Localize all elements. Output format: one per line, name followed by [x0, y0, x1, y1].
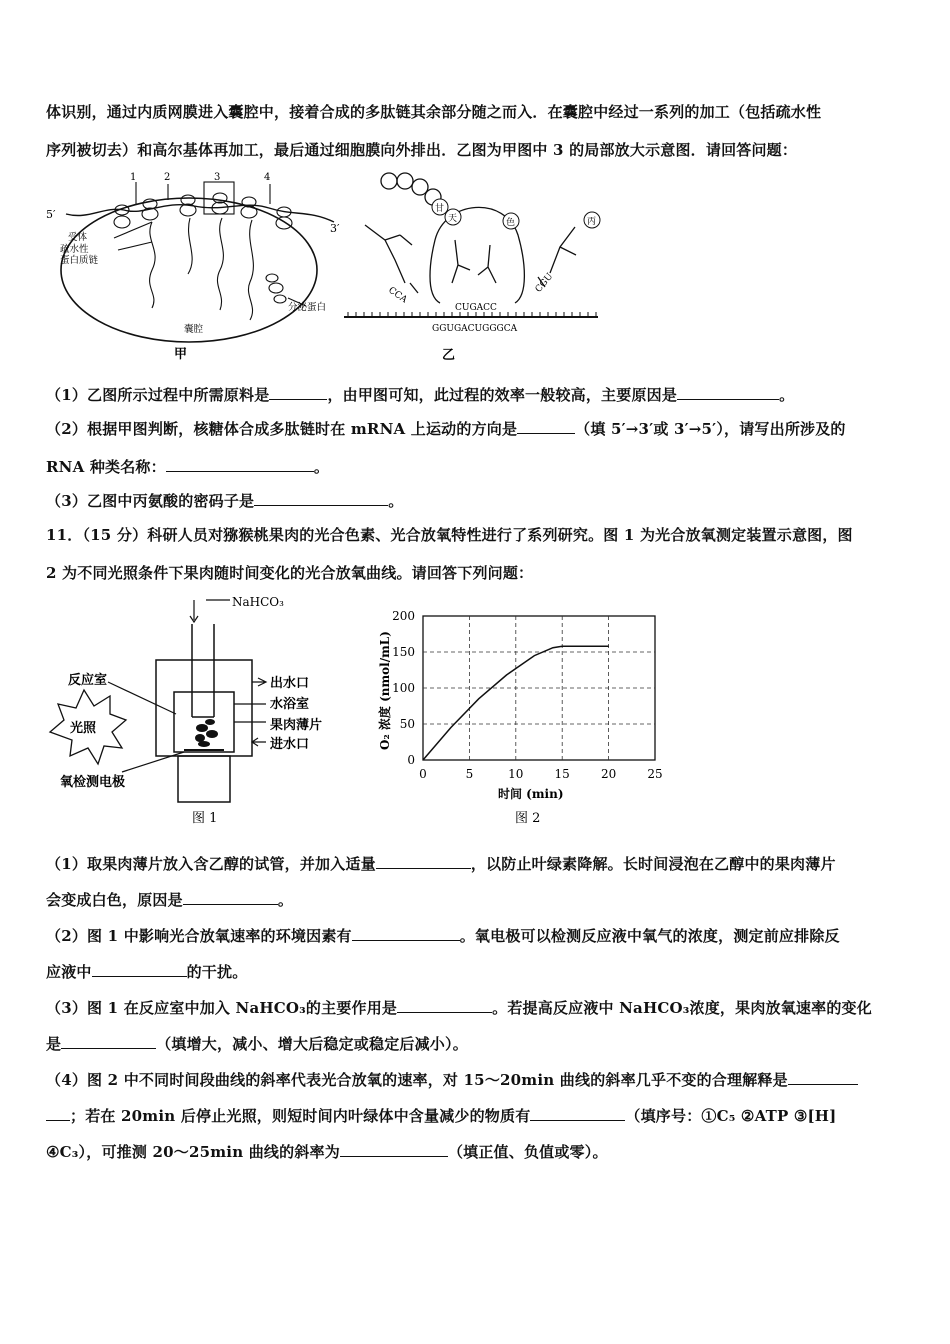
answer-blank[interactable]	[517, 420, 575, 434]
answer-blank[interactable]	[340, 1143, 448, 1157]
figure-1-caption: 图 1	[192, 811, 218, 826]
q11-part-1: （1）取果肉薄片放入含乙醇的试管，并加入适量 ，以防止叶绿素降解。长时间浸泡在乙醇中的果肉薄片	[46, 855, 836, 873]
electrode-label: 氧检测电极	[60, 775, 126, 790]
answer-blank[interactable]	[183, 891, 278, 905]
y-tick-label: 50	[399, 717, 415, 731]
q11-line-1: 11．（15 分）科研人员对猕猴桃果肉的光合色素、光合放氧特性进行了系列研究。图 1 为光合放氧测定装置示意图，图	[46, 526, 853, 544]
y-tick-label: 150	[392, 645, 415, 659]
q11-line-2: 2 为不同光照条件下果肉随时间变化的光合放氧曲线。请回答下列问题：	[46, 564, 534, 582]
three-prime-label: 3′	[330, 222, 340, 235]
figure-yi-caption: 乙	[442, 348, 456, 363]
answer-blank[interactable]	[352, 927, 460, 941]
y-tick-label: 200	[392, 609, 415, 623]
arrow-label-3: 3	[214, 172, 221, 183]
x-tick-label: 10	[508, 767, 524, 781]
q11-part-4-cont: ；若在 20min 后停止光照，则短时间内叶绿体中含量减少的物质有 （填序号：①C₅ ②ATP ③[H]	[46, 1105, 836, 1126]
intro-line-1: 体识别，通过内质网膜进入囊腔中，接着合成的多肽链其余部分随之而入．在囊腔中经过一系列的加工（包括疏水性	[46, 103, 822, 121]
amino-acid-tian: 天	[448, 214, 458, 224]
answer-blank[interactable]	[677, 386, 779, 400]
lumen-label: 囊腔	[184, 324, 204, 335]
arrow-label-2: 2	[164, 172, 171, 183]
answer-blank[interactable]	[376, 855, 471, 869]
light-label: 光照	[70, 721, 97, 736]
arrow-label-4: 4	[264, 172, 271, 183]
q11-part-2: （2）图 1 中影响光合放氧速率的环境因素有 。氧电极可以检测反应液中氧气的浓度，测定前应排除反	[46, 927, 840, 945]
figure-2-chart	[365, 600, 675, 832]
q10-part-2-cont: RNA 种类名称： 。	[46, 458, 330, 476]
figure-jia	[44, 170, 344, 365]
q11-part-4-cont2: ④C₃），可推测 20～25min 曲线的斜率为 （填正值、负值或零）。	[46, 1143, 608, 1161]
x-tick-label: 5	[465, 767, 474, 781]
answer-blank[interactable]	[92, 963, 187, 977]
amino-acid-bing: 丙	[587, 217, 597, 227]
anticodon-cgu: CGU	[533, 271, 556, 295]
water-in-label: 进水口	[270, 737, 310, 752]
figure-jia-caption: 甲	[174, 347, 188, 362]
answer-blank[interactable]	[397, 999, 492, 1013]
q10-part-2: （2）根据甲图判断，核糖体合成多肽链时在 mRNA 上运动的方向是 （填 5′→3′或 3′→5′），请写出所涉及的	[46, 420, 846, 438]
answer-blank[interactable]	[530, 1107, 625, 1121]
mrna-sequence: GGUGACUGGGCA	[432, 324, 518, 334]
water-bath-label: 水浴室	[270, 697, 310, 712]
receptor-label: 受体	[68, 232, 88, 243]
y-axis-label: O₂ 浓度 (nmol/mL)	[378, 631, 392, 750]
water-out-label: 出水口	[270, 676, 310, 691]
x-tick-label: 20	[600, 767, 617, 781]
figure-yi	[340, 165, 605, 365]
anticodon-cugacc: CUGACC	[455, 303, 497, 313]
hydrophobic-label-2: 蛋白质链	[60, 255, 99, 266]
vesicle-membrane	[61, 198, 317, 342]
q10-part-1: （1）乙图所示过程中所需原料是 ，由甲图可知，此过程的效率一般较高，主要原因是 。	[46, 386, 795, 404]
q10-part-3: （3）乙图中丙氨酸的密码子是 。	[46, 492, 404, 510]
q11-part-3-cont: 是 （填增大，减小、增大后稳定或稳定后减小）。	[46, 1035, 468, 1053]
arrow-label-1: 1	[130, 172, 137, 183]
figure-2-caption: 图 2	[515, 811, 541, 826]
intro-line-2: 序列被切去）和高尔基体再加工，最后通过细胞膜向外排出．乙图为甲图中 3 的局部放大示意图．请回答问题：	[46, 141, 798, 159]
flesh-slice-label: 果肉薄片	[270, 718, 323, 733]
hydrophobic-label-1: 疏水性	[60, 244, 89, 255]
answer-blank[interactable]	[788, 1071, 858, 1085]
q11-part-2-cont: 应液中 的干扰。	[46, 963, 248, 981]
answer-blank[interactable]	[61, 1035, 156, 1049]
five-prime-label: 5′	[46, 208, 56, 221]
q11-part-1-cont: 会变成白色，原因是 。	[46, 891, 294, 909]
answer-blank[interactable]	[269, 386, 327, 400]
reaction-room-label: 反应室	[68, 673, 108, 688]
amino-acid-gan: 甘	[435, 204, 445, 214]
secreted-protein-label: 分泌蛋白	[288, 302, 327, 313]
y-tick-label: 100	[392, 681, 415, 695]
x-tick-label: 15	[554, 767, 570, 781]
nahco3-label: NaHCO₃	[232, 595, 284, 609]
mrna-strand	[66, 205, 334, 222]
x-axis-label: 时间 (min)	[498, 787, 564, 801]
q11-part-4: （4）图 2 中不同时间段曲线的斜率代表光合放氧的速率，对 15～20min 曲线的斜率几乎不变的合理解释是	[46, 1069, 858, 1090]
answer-blank[interactable]	[254, 492, 388, 506]
x-tick-label: 25	[647, 767, 663, 781]
y-tick-label: 0	[407, 753, 415, 767]
x-tick-label: 0	[419, 767, 427, 781]
answer-blank[interactable]	[46, 1107, 70, 1121]
anticodon-cca: CCA	[386, 285, 409, 306]
amino-acid-se: 色	[506, 218, 516, 228]
answer-blank[interactable]	[166, 458, 314, 472]
q11-part-3: （3）图 1 在反应室中加入 NaHCO₃的主要作用是 。若提高反应液中 NaHCO₃浓度，果肉放氧速率的变化	[46, 999, 872, 1017]
figure-1-apparatus	[44, 592, 354, 832]
